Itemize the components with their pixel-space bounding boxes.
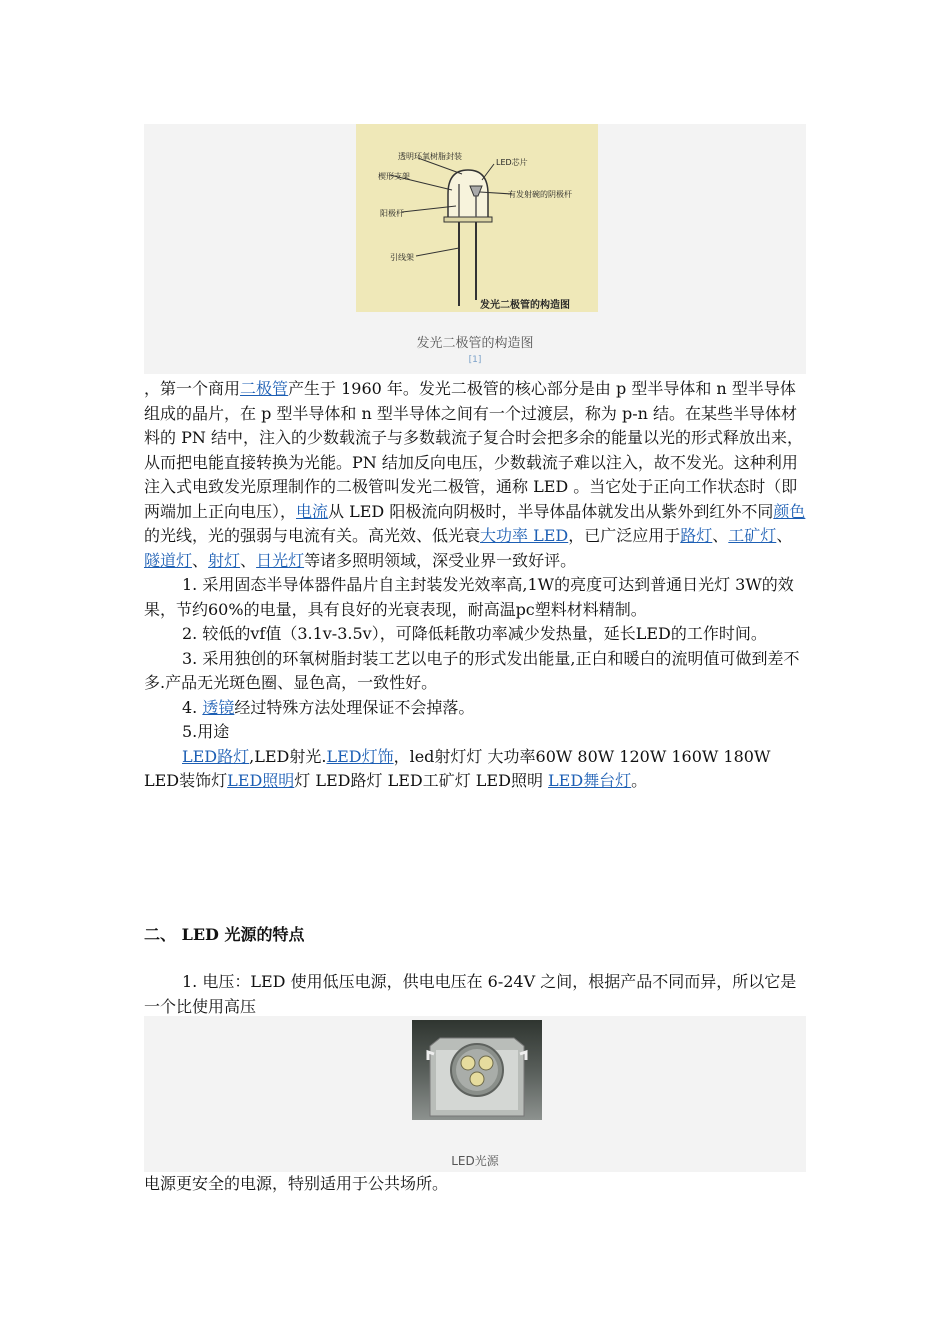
text: ,LED射光.: [249, 746, 327, 766]
text: 、: [776, 526, 793, 545]
text: 的光线，光的强弱与电流有关。高光效、低光衰: [144, 526, 481, 545]
label-epoxy: 透明环氧树脂封装: [398, 152, 462, 161]
link-diode[interactable]: 二极管: [240, 379, 289, 398]
text: ，已广泛应用于: [568, 526, 681, 545]
section-heading: 二、 LED 光源的特点: [144, 925, 305, 944]
led-downlight-photo: [412, 1020, 542, 1120]
label-wedge-frame: 楔形支架: [378, 172, 410, 181]
link-street-light[interactable]: 路灯: [680, 526, 713, 545]
list-item: 1. 采用固态半导体器件晶片自主封装发光效率高,1W的亮度可达到普通日光灯 3W的效果，节约60%的电量，具有良好的光衰表现，耐高温pc塑料材料精制。: [144, 575, 794, 619]
label-led-chip: LED芯片: [496, 158, 528, 167]
figure-caption: LED光源: [451, 1154, 499, 1168]
body-section-1: [144, 377, 806, 794]
link-tunnel-light[interactable]: 隧道灯: [144, 550, 193, 570]
link-lens[interactable]: 透镜: [202, 697, 235, 717]
figure-caption: 发光二极管的构造图: [416, 336, 534, 351]
label-lead-frame: 引线架: [390, 253, 414, 262]
citation-link[interactable]: [1]: [468, 355, 482, 365]
text: 。: [631, 771, 648, 790]
figure-led-structure: [144, 124, 806, 374]
text: ，第一个商用: [144, 379, 241, 398]
text: 经过特殊方法处理保证不会掉落。: [234, 697, 475, 717]
tail-paragraph: 电源更安全的电源，特别适用于公共场所。: [144, 1174, 449, 1193]
diagram-title: 发光二极管的构造图: [480, 300, 570, 311]
label-cathode: 有发射碗的阴极杆: [508, 190, 572, 199]
figure-led-light-source: [144, 1016, 806, 1172]
text: 、: [712, 526, 729, 545]
text: 、: [192, 550, 209, 570]
text: 4.: [182, 697, 203, 717]
intro-paragraph: [144, 377, 806, 573]
uses-paragraph: [144, 745, 806, 794]
link-current[interactable]: 电流: [296, 501, 329, 521]
link-fluorescent[interactable]: 日光灯: [256, 550, 305, 570]
voltage-paragraph: 1. 电压：LED 使用低压电源，供电电压在 6-24V 之间，根据产品不同而异，所以它是一个比使用高压: [144, 972, 797, 1016]
link-led-lighting[interactable]: LED照明: [227, 771, 295, 790]
text: ，led射灯灯 大功率60W 80W 120W 160W 180W LED装饰灯: [144, 746, 771, 790]
list-item: 5.用途: [182, 722, 230, 741]
text: 、: [240, 550, 257, 570]
link-mining-light[interactable]: 工矿灯: [728, 526, 777, 545]
list-item: [144, 696, 806, 721]
text: 从 LED 阳极流向阴极时，半导体晶体就发出从紫外到红外不同: [328, 501, 774, 521]
text: 产生于 1960 年。发光二极管的核心部分是由 p 型半导体和 n 型半导体组成的晶片，在 p 型半导体和 n 型半导体之间有一个过渡层，称为 p-n 结。在某些半导体材料的 PN 结中，注入的少数载流子与多数载流子复合时会把多余的能量以光的形式释放出来，从而把电能直接转换为光能。PN 结加反向电压，少数载流子难以注入，故不发光。这种利用注入式电致发光原理制作的二极管叫发光二极管，通称 LED 。当它处于正向工作状态时（即两端加上正向电压），: [144, 379, 803, 521]
text: 等诸多照明领域，深受业界一致好评。: [304, 550, 577, 570]
list-item: 3. 采用独创的环氧树脂封装工艺以电子的形式发出能量,正白和暖白的流明值可做到差不多.产品无光斑色圈、显色高，一致性好。: [144, 648, 800, 692]
link-high-power-led[interactable]: 大功率 LED: [480, 526, 569, 545]
link-led-street-light[interactable]: LED路灯: [182, 746, 250, 766]
link-led-decoration[interactable]: LED灯饰: [326, 746, 394, 766]
link-spot-light[interactable]: 射灯: [208, 550, 241, 570]
text: 灯 LED路灯 LED工矿灯 LED照明: [294, 771, 549, 790]
label-anode: 阳极杆: [380, 209, 404, 218]
link-color[interactable]: 颜色: [773, 501, 806, 521]
link-led-stage-light[interactable]: LED舞台灯: [548, 771, 632, 790]
list-item: 2. 较低的vf值（3.1v-3.5v），可降低耗散功率减少发热量，延长LED的工作时间。: [182, 624, 767, 643]
